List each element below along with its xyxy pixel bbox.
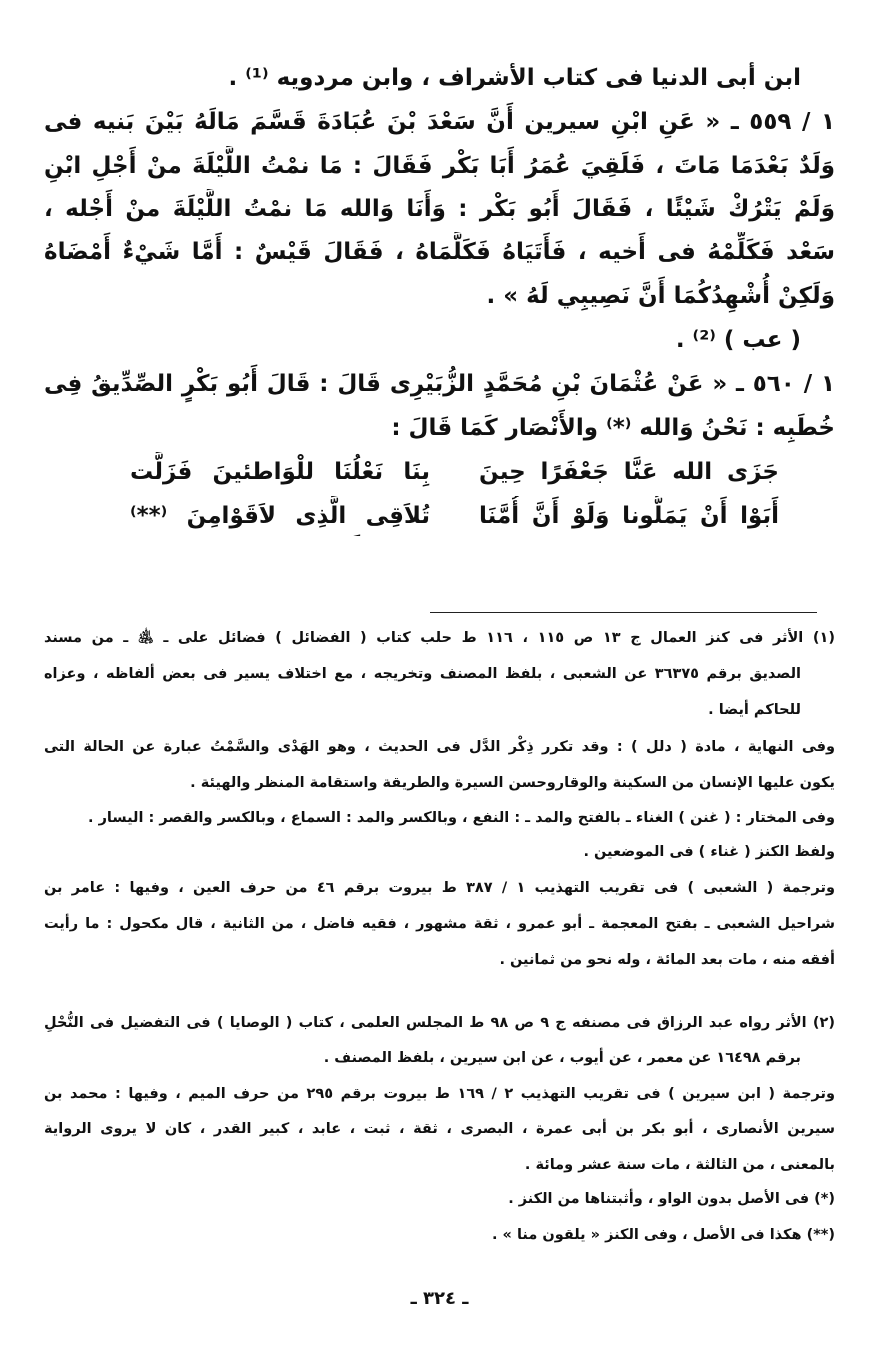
footnote-line: بالمعنى ، من الثالثة ، مات سنة عشر ومائة . [524, 1157, 835, 1173]
verse-first-hemistich: أَبَوْا أَنْ يَمَلُّونا وَلَوْ أَنَّ أُمَّنَا [479, 503, 779, 529]
footnote-line: أفقه منه ، مات بعد المائة ، وله نحو من ثمانين . [499, 952, 835, 968]
text-line: وَلَكِنْ أُشْهِدُكُمَا أَنَّ نَصِيبِي لَهُ » . [486, 283, 835, 309]
footnote-2: (٢) الأثر رواه عبد الرزاق فى مصنفه ج ٩ ص ٩٨ ط المجلس العلمى ، كتاب ( الوصايا ) فى التفضيل فى النُّحْلِ [44, 1015, 835, 1031]
hadith-559-line: ١ / ٥٥٩ ـ « عَنِ ابْنِ سيرين أَنَّ سَعْدَ بْنَ عُبَادَةَ قَسَّمَ مَالَهُ بَيْنَ بَنيه فى [44, 109, 835, 135]
footnote-line: شراحيل الشعبى ـ بفتح المعجمة ـ أبو عمرو ، ثقة مشهور ، فقيه فاضل ، من الثانية ، قال مكحول : ما رأيت [44, 916, 835, 932]
source-reference: ( عب ) ⁽²⁾ . [675, 327, 801, 353]
footnote-double-asterisk: (**) هكذا فى الأصل ، وفى الكنز « يلقون منا » . [492, 1227, 835, 1243]
footnote-line: وترجمة ( الشعبى ) فى تقريب التهذيب ١ / ٣٨٧ ط بيروت برقم ٤٦ من حرف العين ، وفيها : عامر بن [44, 880, 835, 896]
footnote-line: وفى النهاية ، مادة ( دلل ) : وقد تكرر ذِكْر الدَّل فى الحديث ، وهو الهَدْى والسَّمْتُ عبارة عن الحالة التى [44, 739, 835, 755]
footnote-line: وترجمة ( ابن سيرين ) فى تقريب التهذيب ٢ / ١٦٩ ط بيروت برقم ٢٩٥ من حرف الميم ، وفيها : محمد بن [44, 1086, 835, 1102]
footnote-line: برقم ١٦٤٩٨ عن معمر ، عن أيوب ، عن ابن سيرين ، بلفظ المصنف . [323, 1050, 801, 1066]
footnote-line: سيرين الأنصارى ، أبو بكر بن أبى عمرة ، البصرى ، ثقة ، ثبت ، عابد ، كبير القدر ، كان لا يروى الرواية [44, 1121, 835, 1137]
footnote-asterisk: (*) فى الأصل بدون الواو ، وأثبتناها من الكنز . [508, 1191, 835, 1207]
footnote-line: ولفظ الكنز ( غناء ) فى الموضعين . [583, 844, 835, 860]
text-line: وَلَدٌ بَعْدَمَا مَاتَ ، فَلَقِيَ عُمَرُ أَبَا بَكْر فَقَالَ : مَا نمْتُ اللَّيْلَةَ منْ أَجْلِ ابْنِ [44, 153, 835, 179]
verse-second-hemistich: تُلاَقِى الَّذِى لاَقَوْامِنَ ⁽**⁾ [130, 503, 430, 529]
text-line: خُطَبِه : نَحْنُ وَالله ⁽*⁾ والأَنْصَار كَمَا قَالَ : [391, 415, 835, 441]
text-line: سَعْد فَكَلِّمْهُ فى أَخيه ، فَأَتَيَاهُ فَكَلَّمَاهُ ، فَقَالَ قَيْسٌ : أَمَّا شَيْءٌ أَمْضَاهُ [44, 239, 835, 265]
verse-second-hemistich: بِنَا نَعْلُنَا للْوَاطئينَ فَزَلَّت [130, 459, 430, 485]
footnote-line: وفى المختار : ( غنن ) الغناء ـ بالفتح والمد ـ : النفع ، وبالكسر والمد : السماع ، وبالكسر والقصر : اليسار . [88, 810, 835, 826]
footnote-separator [430, 612, 817, 613]
footnote-line: للحاكم أيضا . [708, 702, 801, 718]
page-number: ـ ٣٢٤ ـ [410, 1288, 469, 1309]
text-line: ابن أبى الدنيا فى كتاب الأشراف ، وابن مردويه ⁽¹⁾ . [228, 65, 801, 91]
verse-first-hemistich: جَزَى الله عَنَّا جَعْفَرًا حِينَ [479, 459, 779, 485]
text-line: وَلَمْ يَتْرُكْ شَيْئًا ، فَقَالَ أَبُو بَكْر : وَأَنَا وَالله مَا نمْتُ اللَّيْلَةَ منْ أَجْله ، [44, 196, 835, 222]
footnote-line: الصديق برقم ٣٦٣٧٥ عن الشعبى ، بلفظ المصنف وتخريجه ، مع اختلاف يسير فى بعض ألفاظه ، وعزاه [44, 666, 801, 682]
footnote-1: (١) الأثر فى كنز العمال ج ١٣ ص ١١٥ ، ١١٦ ط حلب كتاب ( الفضائل ) فضائل على ـ ﵁ ـ من مسند [44, 630, 835, 646]
footnote-line: يكون عليها الإنسان من السكينة والوقاروحسن السيرة والطريقة واستقامة المنظر والهيئة . [190, 775, 835, 791]
hadith-560-line: ١ / ٥٦٠ ـ « عَنْ عُثْمَانَ بْنِ مُحَمَّدٍ الزُّبَيْرِى قَالَ : قَالَ أَبُو بَكْرٍ الصِّدِّيقُ فِى [44, 371, 835, 397]
